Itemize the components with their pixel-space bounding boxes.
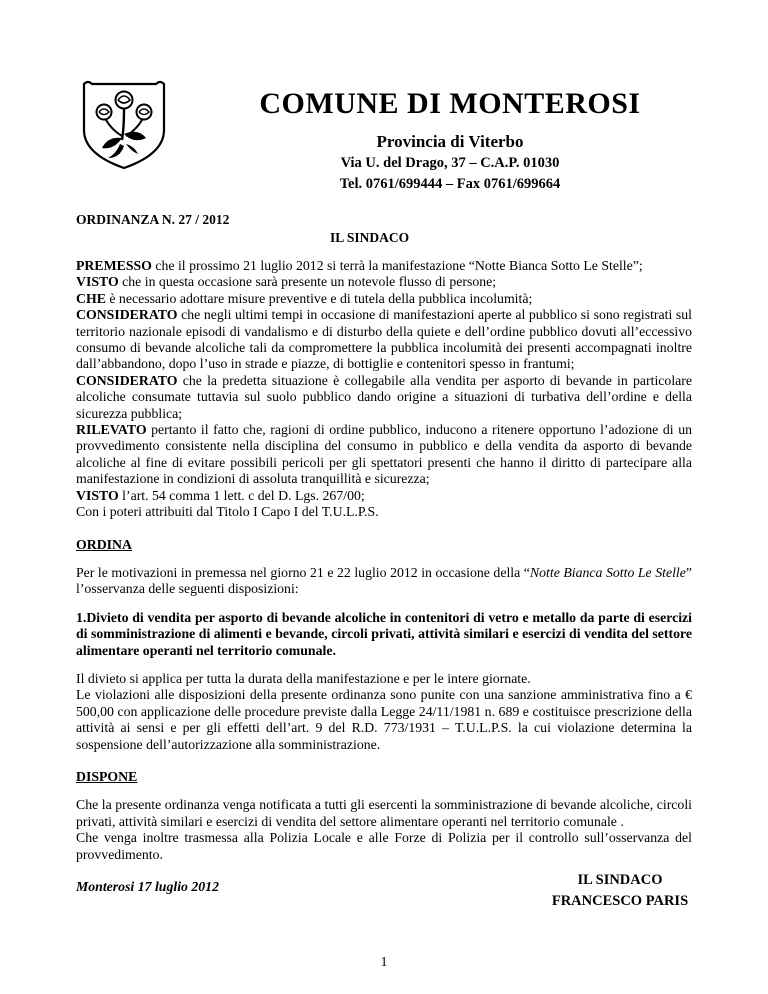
premise-paragraph bbox=[76, 422, 692, 488]
premise-text: pertanto il fatto che, ragioni di ordine pubblico, inducono a ritenere opportuno l’adozione di un provvedimento consistente nella disciplina del consumo in pubblico e della vendita da asporto di bevande alcoliche al fine di evitare possibili pericoli per gli spettatori presenti che hanno il diritto di partecipare alla manifestazione in condizioni di assoluta tranquillità e sicurezza; bbox=[76, 422, 692, 487]
ordina-intro-text: Per le motivazioni in premessa nel giorno 21 e 22 luglio 2012 in occasione della “ bbox=[76, 564, 530, 580]
place-and-date: Monterosi 17 luglio 2012 bbox=[76, 879, 219, 894]
premise-text: l’art. 54 comma 1 lett. c del D. Lgs. 267/00; bbox=[118, 487, 365, 503]
premise-paragraph bbox=[76, 258, 692, 274]
address-line: Via U. del Drago, 37 – C.A.P. 01030 bbox=[340, 155, 560, 171]
phone-fax-line: Tel. 0761/699444 – Fax 0761/699664 bbox=[339, 176, 561, 192]
premise-paragraph bbox=[76, 307, 692, 373]
premise-text: è necessario adottare misure preventive e di tutela della pubblica incolumità; bbox=[105, 290, 533, 306]
premise-keyword: PREMESSO bbox=[76, 258, 152, 273]
municipality-name: COMUNE DI MONTEROSI bbox=[259, 87, 641, 120]
premise-text: Con i poteri attribuiti dal Titolo I Capo I del T.U.L.P.S. bbox=[76, 504, 379, 520]
premise-text: che in questa occasione sarà presente un notevole flusso di persone; bbox=[118, 274, 497, 290]
premise-paragraph bbox=[76, 274, 692, 290]
ordinance-number: ORDINANZA N. 27 / 2012 bbox=[76, 212, 230, 227]
premise-text: che il prossimo 21 luglio 2012 si terrà la manifestazione “Notte Bianca Sotto Le Stelle”; bbox=[151, 258, 643, 273]
page-number: 1 bbox=[380, 955, 388, 970]
premise-keyword: CONSIDERATO bbox=[76, 372, 178, 388]
premise-keyword: VISTO bbox=[76, 274, 119, 290]
signature-name: FRANCESCO PARIS bbox=[551, 893, 689, 909]
sanctions-paragraph: Le violazioni alle disposizioni della presente ordinanza sono punite con una sanzione amministrativa fino a € 500,00 con applicazione delle procedure previste dalla Legge 24/11/1981 n. 689 e costituisce prescrizione della attività ai sensi e per gli effetti dell’art. 9 del R.D. 773/1931 – T.U.L.P.S. la cui violazione determina la sospensione dell’autorizzazione alla somministrazione. bbox=[76, 687, 692, 752]
prohibition-clause: 1.Divieto di vendita per asporto di bevande alcoliche in contenitori di vetro e metallo da parte di esercizi di somministrazione di alimenti e bevande, circoli privati, attività similari e esercizi di vendita del settore alimentare operanti nel territorio comunale. bbox=[76, 609, 692, 658]
premise-paragraph bbox=[76, 504, 692, 520]
premise-paragraph bbox=[76, 291, 692, 307]
premise-paragraph bbox=[76, 373, 692, 422]
premise-keyword: VISTO bbox=[76, 487, 119, 503]
premise-text: che negli ultimi tempi in occasione di manifestazioni aperte al pubblico si sono registrati sul territorio nazionale episodi di vandalismo e di disturbo della quiete e dell’ordine pubblico dovuti all’eccessivo consumo di bevande alcoliche tali da compromettere la pubblica incolumità dei presenti accompagnati inoltre dall’abbandono, dopo l’uso in strade e piazze, di bottiglie e contenitori spesso in frantumi; bbox=[76, 307, 692, 372]
dispone-notification: Che la presente ordinanza venga notificata a tutti gli esercenti la somministrazione di bevande alcoliche, circoli privati, attività similari e esercizi di vendita del settore alimentare operanti nel territorio comunale . bbox=[76, 797, 692, 829]
premise-text: che la predetta situazione è collegabile alla vendita per asporto di bevande in particolare alcoliche consumate tuttavia sul suolo pubblico dando origine a situazioni di turbativa dell’ordine e della sicurezza pubblica; bbox=[76, 372, 692, 421]
ordinance-body bbox=[76, 258, 692, 895]
municipal-crest-roses-icon bbox=[78, 78, 170, 170]
premises-section bbox=[76, 258, 692, 521]
ordina-intro bbox=[76, 565, 692, 598]
province-name: Provincia di Viterbo bbox=[376, 132, 524, 151]
premise-keyword: RILEVATO bbox=[76, 422, 147, 438]
premise-paragraph bbox=[76, 488, 692, 504]
signature-block bbox=[530, 870, 710, 912]
prohibition-duration: Il divieto si applica per tutta la durata della manifestazione e per le intere giornate. bbox=[76, 670, 531, 686]
event-name: Notte Bianca Sotto Le Stelle bbox=[529, 564, 686, 580]
premise-keyword: CHE bbox=[76, 290, 106, 306]
ordina-title: ORDINA bbox=[76, 536, 132, 552]
letterhead bbox=[200, 86, 700, 194]
signature-role: IL SINDACO bbox=[577, 872, 663, 888]
ordina-intro-text-end: ” l’osservanza delle seguenti disposizioni: bbox=[76, 564, 692, 597]
dispone-title: DISPONE bbox=[76, 768, 138, 784]
dispone-transmission: Che venga inoltre trasmessa alla Polizia Locale e alle Forze di Polizia per il controllo sull’osservanza del provvedimento. bbox=[76, 830, 692, 862]
premise-keyword: CONSIDERATO bbox=[76, 307, 178, 323]
mayor-heading: IL SINDACO bbox=[330, 230, 410, 245]
